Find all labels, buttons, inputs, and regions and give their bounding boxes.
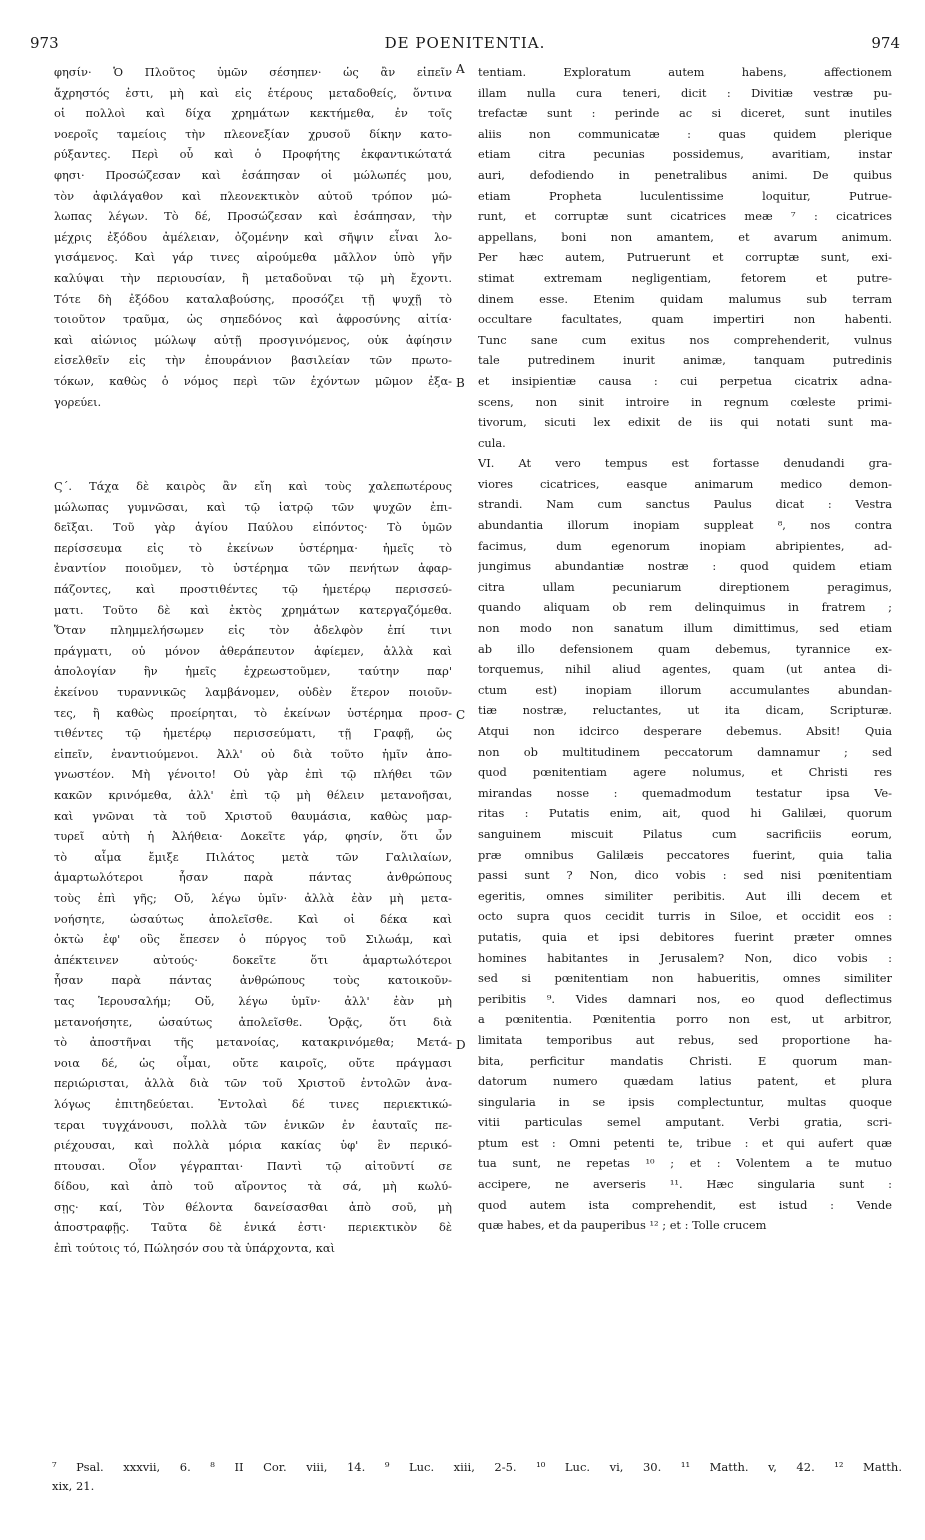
greek-text-line: γισάμενος. Καὶ γάρ τινες αἱρούμεθα μᾶλλον ὑπὸ γῆν	[54, 250, 452, 265]
greek-text-line: τιθέντες τῷ ἡμετέρῳ περισσεύματι, τῇ Γραφῇ, ὡς	[54, 726, 452, 741]
latin-text-line: Per hæc autem, Putruerunt et corruptæ sunt, exi-	[478, 250, 892, 265]
greek-text-line: τυρεῖ αὐτὴ ἡ Ἀλήθεια· Δοκεῖτε γάρ, φησίν, ὅτι ὧν	[54, 829, 452, 844]
latin-text-line: runt, et corruptæ sunt cicatrices meæ ⁷ : cicatrices	[478, 209, 892, 224]
latin-text-line: accipere, ne averseris ¹¹. Hæc singularia sunt :	[478, 1177, 892, 1192]
greek-column	[54, 62, 452, 1259]
latin-text-line: peribitis ⁹. Vides damnari nos, eo quod deflectimus	[478, 991, 892, 1006]
greek-text-line: ἁμαρτωλότεροι ἦσαν παρὰ πάντας ἀνθρώπους	[54, 870, 452, 885]
latin-text-line: tentiam. Exploratum autem habens, affectionem	[478, 65, 892, 79]
greek-text-line: νοήσητε, ὡσαύτως ἀπολεῖσθε. Καὶ οἱ δέκα καὶ	[54, 911, 452, 926]
latin-text-line: jungimus abundantiæ nostræ : quod quidem etiam	[478, 559, 892, 574]
footnote-line: xix, 21.	[52, 1479, 95, 1493]
greek-text-line: τεραι τυγχάνουσι, πολλὰ τῶν ἑνικῶν ἐν ἑαυταῖς πε-	[54, 1117, 452, 1132]
latin-paragraph-2	[478, 453, 892, 1236]
latin-text-line: ab illo defensionem quam debemus, tyrannice ex-	[478, 641, 892, 656]
greek-text-line: ρύξαντες. Περὶ οὗ καὶ ὁ Προφήτης ἐκφαντικώτατά	[54, 147, 452, 162]
latin-text-line: scens, non sinit introire in regnum cœleste primi-	[478, 394, 892, 409]
latin-text-line: a pœnitentia. Pœnitentia porro non est, ut arbitror,	[478, 1012, 892, 1027]
greek-text-line: Ὅταν πλημμελήσωμεν εἰς τὸν ἀδελφὸν ἐπί τινι	[54, 623, 452, 638]
running-title: DE POENITENTIA.	[384, 34, 546, 52]
greek-text-line: τες, ἢ καθὼς προείρηται, τὸ ἐκείνων ὑστέρημα προσ-	[54, 705, 452, 720]
latin-text-line: quæ habes, et da pauperibus ¹² ; et : Tolle crucem	[478, 1218, 767, 1233]
latin-text-line: viores cicatrices, easque animarum medico demon-	[478, 476, 892, 491]
greek-text-line: καὶ αἰώνιος μώλωψ αὐτῇ προσγινόμενος, οὐκ ἀφίησιν	[54, 332, 452, 347]
greek-text-line: γορεύει.	[54, 394, 102, 409]
latin-text-line: strandi. Nam cum sanctus Paulus dicat : Vestra	[478, 497, 892, 512]
latin-text-line: Tunc sane cum exitus nos comprehenderit, vulnus	[478, 332, 892, 347]
latin-text-line: ctum est) inopiam illorum accumulantes abundan-	[478, 682, 892, 697]
margin-letter-a: A	[456, 62, 465, 76]
greek-text-line: καλύψαι τὴν περιουσίαν, ἢ μεταδοῦναι τῷ μὴ ἔχοντι.	[54, 270, 452, 285]
greek-text-line: φησι· Προσώζεσαν καὶ ἐσάπησαν οἱ μώλωπές μου,	[54, 167, 452, 182]
latin-text-line: auri, defodiendo in penetralibus animi. De quibus	[478, 167, 892, 182]
greek-text-line: ἀπέκτεινεν αὐτούς· δοκεῖτε ὅτι ἁμαρτωλότεροι	[54, 952, 452, 967]
greek-text-line: ἐπὶ τούτοις τό, Πώλησόν σου τὰ ὑπάρχοντα, καὶ	[54, 1241, 336, 1256]
latin-text-line: facimus, dum egenorum inopiam abripientes, ad-	[478, 538, 892, 553]
greek-text-line: τας Ἱερουσαλήμ; Οὔ, λέγω ὑμῖν· ἀλλ' ἐὰν μὴ	[54, 993, 452, 1008]
page-header	[30, 34, 900, 56]
greek-text-line: ματι. Τοῦτο δὲ καὶ ἐκτὸς χρημάτων κατεργαζόμεθα.	[54, 602, 452, 617]
greek-text-line: καὶ γνῶναι τὰ τοῦ Χριστοῦ θαυμάσια, καθὼς μαρ-	[54, 808, 452, 823]
latin-text-line: passi sunt ? Non, dico vobis : sed nisi pœnitentiam	[478, 868, 892, 883]
greek-paragraph-2	[54, 476, 452, 1259]
latin-text-line: etiam Propheta luculentissime loquitur, Putrue-	[478, 188, 892, 203]
latin-text-line: quod autem ista comprehendit, est istud : Vende	[478, 1197, 892, 1212]
latin-text-line: torquemus, nihil aliud agentes, quam (ut antea di-	[478, 662, 892, 677]
greek-paragraph-1	[54, 62, 452, 412]
greek-text-line: οἱ πολλοὶ καὶ δίχα χρημάτων κεκτήμεθα, ἐν τοῖς	[54, 106, 452, 121]
latin-column	[478, 62, 892, 1236]
greek-text-line: τὸ ἀποστῆναι τῆς μετανοίας, κατακρινόμεθα; Μετά-	[54, 1035, 452, 1050]
latin-text-line: quando aliquam ob rem delinquimus in fratrem ;	[478, 600, 892, 615]
latin-text-line: octo supra quos cecidit turris in Siloe, et occidit eos :	[478, 909, 892, 924]
latin-text-line: tua sunt, ne repetas ¹⁰ ; et : Volentem a te mutuo	[478, 1156, 892, 1171]
latin-text-line: illam nulla cura teneri, dicit : Divitiæ vestræ pu-	[478, 85, 892, 100]
latin-text-line: dinem esse. Etenim quidam malumus sub terram	[478, 291, 892, 306]
latin-text-line: trefactæ sunt : perinde ac si diceret, sunt inutiles	[478, 106, 892, 121]
greek-text-line: τοιοῦτον τραῦμα, ὡς σηπεδόνος καὶ ἀφροσύνης αἰτία·	[54, 312, 452, 327]
greek-text-line: ἐκείνου τυραννικῶς λαμβάνομεν, οὐδὲν ἕτερον ποιοῦν-	[54, 685, 452, 700]
latin-text-line: sed si pœnitentiam non habueritis, omnes similiter	[478, 971, 892, 986]
greek-text-line: λόγως ἐπιτηδεύεται. Ἐντολαὶ δέ τινες περιεκτικώ-	[54, 1096, 452, 1111]
greek-text-line: τὸ αἷμα ἔμιξε Πιλάτος μετὰ τῶν Γαλιλαίων,	[54, 849, 452, 864]
margin-letter-d: D	[456, 1038, 466, 1052]
latin-text-line: abundantia illorum inopiam suppleat ⁸, nos contra	[478, 518, 892, 533]
latin-text-line: stimat extremam negligentiam, fetorem et putre-	[478, 270, 892, 285]
latin-text-line: egeritis, omnes similiter peribitis. Aut illi decem et	[478, 888, 892, 903]
greek-text-line: μετανοήσητε, ὡσαύτως ἀπολεῖσθε. Ὁρᾷς, ὅτι διὰ	[54, 1014, 452, 1029]
left-page-number: 973	[30, 34, 59, 52]
latin-text-line: ptum est : Omni petenti te, tribue : et qui aufert quæ	[478, 1135, 892, 1150]
greek-text-line: δεῖξαι. Τοῦ γὰρ ἁγίου Παύλου εἰπόντος· Τὸ ὑμῶν	[54, 520, 452, 535]
latin-text-line: non ob multitudinem peccatorum damnamur ; sed	[478, 744, 892, 759]
latin-text-line: singularia in se ipsis complectuntur, multas quoque	[478, 1094, 892, 1109]
greek-text-line: ὀκτὼ ἐφ' οὓς ἔπεσεν ὁ πύργος τοῦ Σιλωάμ, καὶ	[54, 932, 452, 947]
margin-letter-b: B	[456, 376, 465, 390]
latin-text-line: bita, perficitur mandatis Christi. E quorum man-	[478, 1053, 892, 1068]
latin-text-line: tale putredinem inurit animæ, tanquam putredinis	[478, 353, 892, 368]
latin-text-line: homines habitantes in Jerusalem? Non, dico vobis :	[478, 950, 892, 965]
greek-text-line: πάζοντες, καὶ προστιθέντες τῷ ἡμετέρῳ περισσεύ-	[54, 582, 452, 597]
greek-text-line: μώλωπας γυμνῶσαι, καὶ τῷ ἰατρῷ τῶν ψυχῶν ἐπι-	[54, 499, 452, 514]
latin-text-line: citra ullam pecuniarum direptionem peragimus,	[478, 579, 892, 594]
footnotes	[52, 1458, 902, 1496]
greek-text-line: νοεροῖς ταμείοις τὴν πλεονεξίαν χρυσοῦ δίκην κατο-	[54, 126, 452, 141]
latin-text-line: quod pœnitentiam agere nolumus, et Christi res	[478, 765, 892, 780]
latin-text-line: putatis, quia et ipsi debitores fuerint præter omnes	[478, 929, 892, 944]
greek-text-line: ἦσαν παρὰ πάντας ἀνθρώπους τοὺς κατοικοῦν-	[54, 973, 452, 988]
greek-text-line: πράγματι, οὐ μόνον ἀθεράπευτον ἀφίεμεν, ἀλλὰ καὶ	[54, 643, 452, 658]
latin-paragraph-1	[478, 62, 892, 453]
latin-text-line: occultare facultates, quam impertiri non habenti.	[478, 312, 892, 327]
greek-text-line: ἄχρηστός ἐστι, μὴ καὶ εἰς ἑτέρους μεταδοθείς, ὅντινα	[54, 85, 452, 100]
greek-text-line: ἀποστραφῇς. Ταῦτα δὲ ἑνικά ἐστι· περιεκτικὸν δὲ	[54, 1220, 452, 1235]
greek-text-line: ριέχουσαι, καὶ πολλὰ μόρια κακίας ὑφ' ἓν περικό-	[54, 1138, 452, 1153]
latin-text-line: et insipientiæ causa : cui perpetua cicatrix adna-	[478, 373, 892, 388]
greek-text-line: σῃς· καί, Τὸν θέλοντα δανείσασθαι ἀπὸ σοῦ, μὴ	[54, 1199, 452, 1214]
greek-text-line: τοὺς ἐπὶ γῆς; Οὔ, λέγω ὑμῖν· ἀλλὰ ἐὰν μὴ μετα-	[54, 890, 452, 905]
greek-text-line: περιώρισται, ἀλλὰ διὰ τῶν τοῦ Χριστοῦ ἐντολῶν ἀνα-	[54, 1076, 452, 1091]
greek-text-line: τὸν ἀφιλάγαθον καὶ πλεονεκτικὸν αὐτοῦ τρόπον μώ-	[54, 188, 452, 203]
latin-text-line: mirandas nosse : quemadmodum testatur ipsa Ve-	[478, 785, 892, 800]
footnote-line: ⁷ Psal. xxxvii, 6. ⁸ II Cor. viii, 14. ⁹ Luc. xiii, 2-5. ¹⁰ Luc. vi, 30. ¹¹ Matth. v, 42. ¹² Matth.	[52, 1460, 902, 1474]
greek-text-line: κακῶν κρινόμεθα, ἀλλ' ἐπὶ τῷ μὴ θέλειν μετανοῆσαι,	[54, 788, 452, 802]
greek-text-line: εἰπεῖν, ἐναντιούμενοι. Ἀλλ' οὐ διὰ τοῦτο ἡμῖν ἀπο-	[54, 746, 452, 761]
greek-text-line: νοια δέ, ὡς οἶμαι, οὔτε καιροῖς, οὔτε πράγμασι	[54, 1055, 452, 1070]
latin-text-line: etiam citra pecunias possidemus, avaritiam, instar	[478, 147, 892, 162]
latin-text-line: sanguinem miscuit Pilatus cum sacrificiis eorum,	[478, 826, 892, 841]
latin-text-line: cula.	[478, 435, 506, 450]
latin-text-line: limitata temporibus aut rebus, sed proportione ha-	[478, 1032, 892, 1047]
latin-text-line: aliis non communicatæ : quas quidem plerique	[478, 126, 892, 141]
greek-text-line: δίδου, καὶ ἀπὸ τοῦ αἴροντος τὰ σά, μὴ κωλύ-	[54, 1179, 452, 1194]
latin-text-line: vitii particulas semel amputant. Verbi gratia, scri-	[478, 1115, 892, 1130]
greek-text-line: τόκων, καθὼς ὁ νόμος περὶ τῶν ἐχόντων μῶμον ἐξα-	[54, 373, 452, 388]
greek-text-line: Τότε δὴ ἐξόδου καταλαβούσης, προσόζει τῇ ψυχῇ τὸ	[54, 291, 452, 306]
greek-text-line: φησίν· Ὁ Πλοῦτος ὑμῶν σέσηπεν· ὡς ἂν εἰπεῖν	[54, 65, 452, 79]
greek-text-line: λωπας λέγων. Τὸ δέ, Προσώζεσαν καὶ ἐσάπησαν, τὴν	[54, 209, 452, 224]
right-page-number: 974	[871, 34, 900, 52]
greek-text-line: ἀπολογίαν ἣν ἡμεῖς ἐχρεωστοῦμεν, ταύτην παρ'	[54, 664, 452, 679]
greek-text-line: μέχρις ἐξόδου ἀμέλειαν, ὀζομένην καὶ σῆψιν εἶναι λο-	[54, 229, 452, 244]
greek-text-line: γνωστέον. Μὴ γένοιτο! Οὐ γὰρ ἐπὶ τῷ πλήθει τῶν	[54, 767, 452, 782]
greek-text-line: εἰσελθεῖν εἰς τὴν ἐπουράνιον βασιλείαν τῶν πρωτο-	[54, 353, 452, 368]
latin-text-line: præ omnibus Galilæis peccatores fuerint, quia talia	[478, 847, 892, 862]
latin-text-line: tivorum, sicuti lex edixit de iis qui notati sunt ma-	[478, 415, 892, 430]
greek-text-line: πτουσαι. Οἷον γέγραπται· Παντὶ τῷ αἰτοῦντί σε	[54, 1158, 452, 1173]
latin-text-line: tiæ nostræ, reluctantes, ut ita dicam, Scripturæ.	[478, 703, 892, 718]
greek-text-line: Ϛ΄. Τάχα δὲ καιρὸς ἂν εἴη καὶ τοὺς χαλεπωτέρους	[54, 479, 452, 494]
paragraph-gap	[54, 412, 452, 476]
latin-text-line: appellans, boni non amantem, et avarum animum.	[478, 229, 892, 244]
latin-text-line: non modo non sanatum illum dimittimus, sed etiam	[478, 621, 892, 636]
latin-text-line: VI. At vero tempus est fortasse denudandi gra-	[478, 456, 892, 471]
greek-text-line: ἐναντίον ποιοῦμεν, τὸ ὑστέρημα τῶν πενήτων ἀφαρ-	[54, 561, 452, 576]
latin-text-line: ritas : Putatis enim, ait, quod hi Galilæi, quorum	[478, 806, 892, 821]
greek-text-line: περίσσευμα εἰς τὸ ἐκείνων ὑστέρημα· ἡμεῖς τὸ	[54, 540, 452, 555]
latin-text-line: Atqui non idcirco desperare debemus. Absit! Quia	[478, 724, 892, 738]
latin-text-line: datorum numero quædam latius patent, et plura	[478, 1074, 892, 1089]
margin-letter-c: C	[456, 708, 466, 722]
